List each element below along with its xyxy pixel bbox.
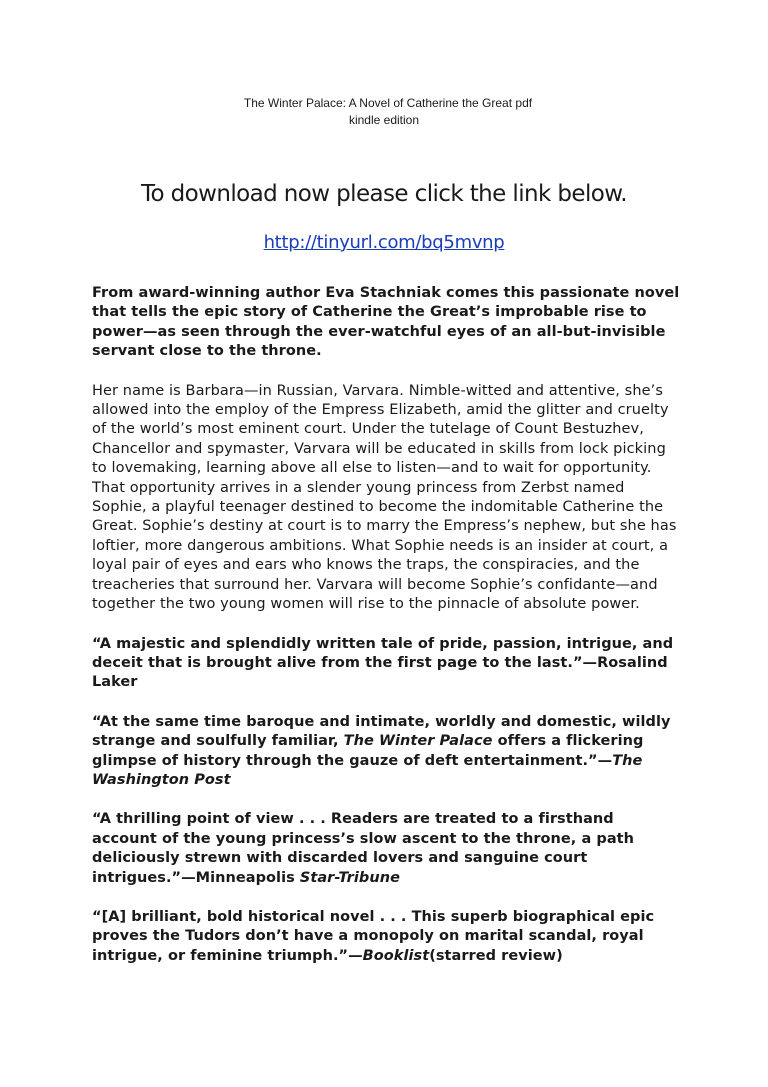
document-body — [92, 284, 682, 986]
quote-text: “At the same time baroque and intimate, worldly and domestic, wildly strange and soulfully familiar, — [92, 713, 671, 750]
review-quote-2 — [92, 713, 682, 791]
description-paragraph: Her name is Barbara—in Russian, Varvara. Nimble-witted and attentive, she’s allowed into the employ of the Empress Elizabeth, amid the glitter and cruelty of the world’s most eminent court. Under the tutelage of Count Bestuzhev, Chancellor and spymaster, Varvara will be educated in skills from lock picking to lovemaking, learning above all else to listen—and to wait for opportunity. That opportunity arrives in a slender young princess from Zerbst named Sophie, a playful teenager destined to become the indomitable Catherine the Great. Sophie’s destiny at court is to marry the Empress’s nephew, but she has loftier, more dangerous ambitions. What Sophie needs is an insider at court, a loyal pair of eyes and ears who knows the traps, the conspiracies, and the treacheries that surround her. Varvara will become Sophie’s confidante—and together the two young women will rise to the pinnacle of absolute power. — [92, 382, 677, 613]
quote-italic: The Winter Palace — [343, 733, 493, 750]
intro-paragraph: From award-winning author Eva Stachniak comes this passionate novel that tells the epic story of Catherine the Great’s improbable rise to power—as seen through the ever-watchful eyes of an all-but-invisible servant close to the throne. — [92, 285, 680, 360]
title-line-1: The Winter Palace: A Novel of Catherine the Great pdf — [243, 96, 533, 110]
quote-source: Booklist — [362, 947, 430, 964]
review-quote-1 — [92, 635, 682, 693]
quote-text: “A majestic and splendidly written tale of pride, passion, intrigue, and deceit that is brought alive from the first page to the last.”—Rosalind Laker — [92, 635, 674, 691]
download-link[interactable]: http://tinyurl.com/bq5mvnp — [263, 232, 505, 253]
document-title — [0, 95, 768, 129]
quote-text: offers a flickering glimpse of history through the gauze of deft entertainment.”— — [92, 733, 644, 769]
title-line-2: kindle edition — [348, 113, 420, 127]
quote-text: “[A] brilliant, bold historical novel . . . This superb biographical epic proves the Tudors don’t have a monopoly on marital scandal, royal intrigue, or feminine triumph.”— — [92, 908, 655, 964]
download-instruction: To download now please click the link below. — [140, 181, 628, 207]
quote-source: The Washington Post — [92, 752, 643, 788]
quote-note: (starred review) — [429, 947, 563, 964]
quote-source: Star-Tribune — [299, 869, 400, 886]
quote-text: “A thrilling point of view . . . Readers are treated to a firsthand account of the young princess’s slow ascent to the throne, a path deliciously strewn with discarded lovers and sanguine court intrigues.”—Minneapolis — [92, 811, 635, 886]
review-quote-3 — [92, 810, 682, 888]
download-link-row — [0, 230, 768, 256]
review-quote-4 — [92, 908, 682, 966]
